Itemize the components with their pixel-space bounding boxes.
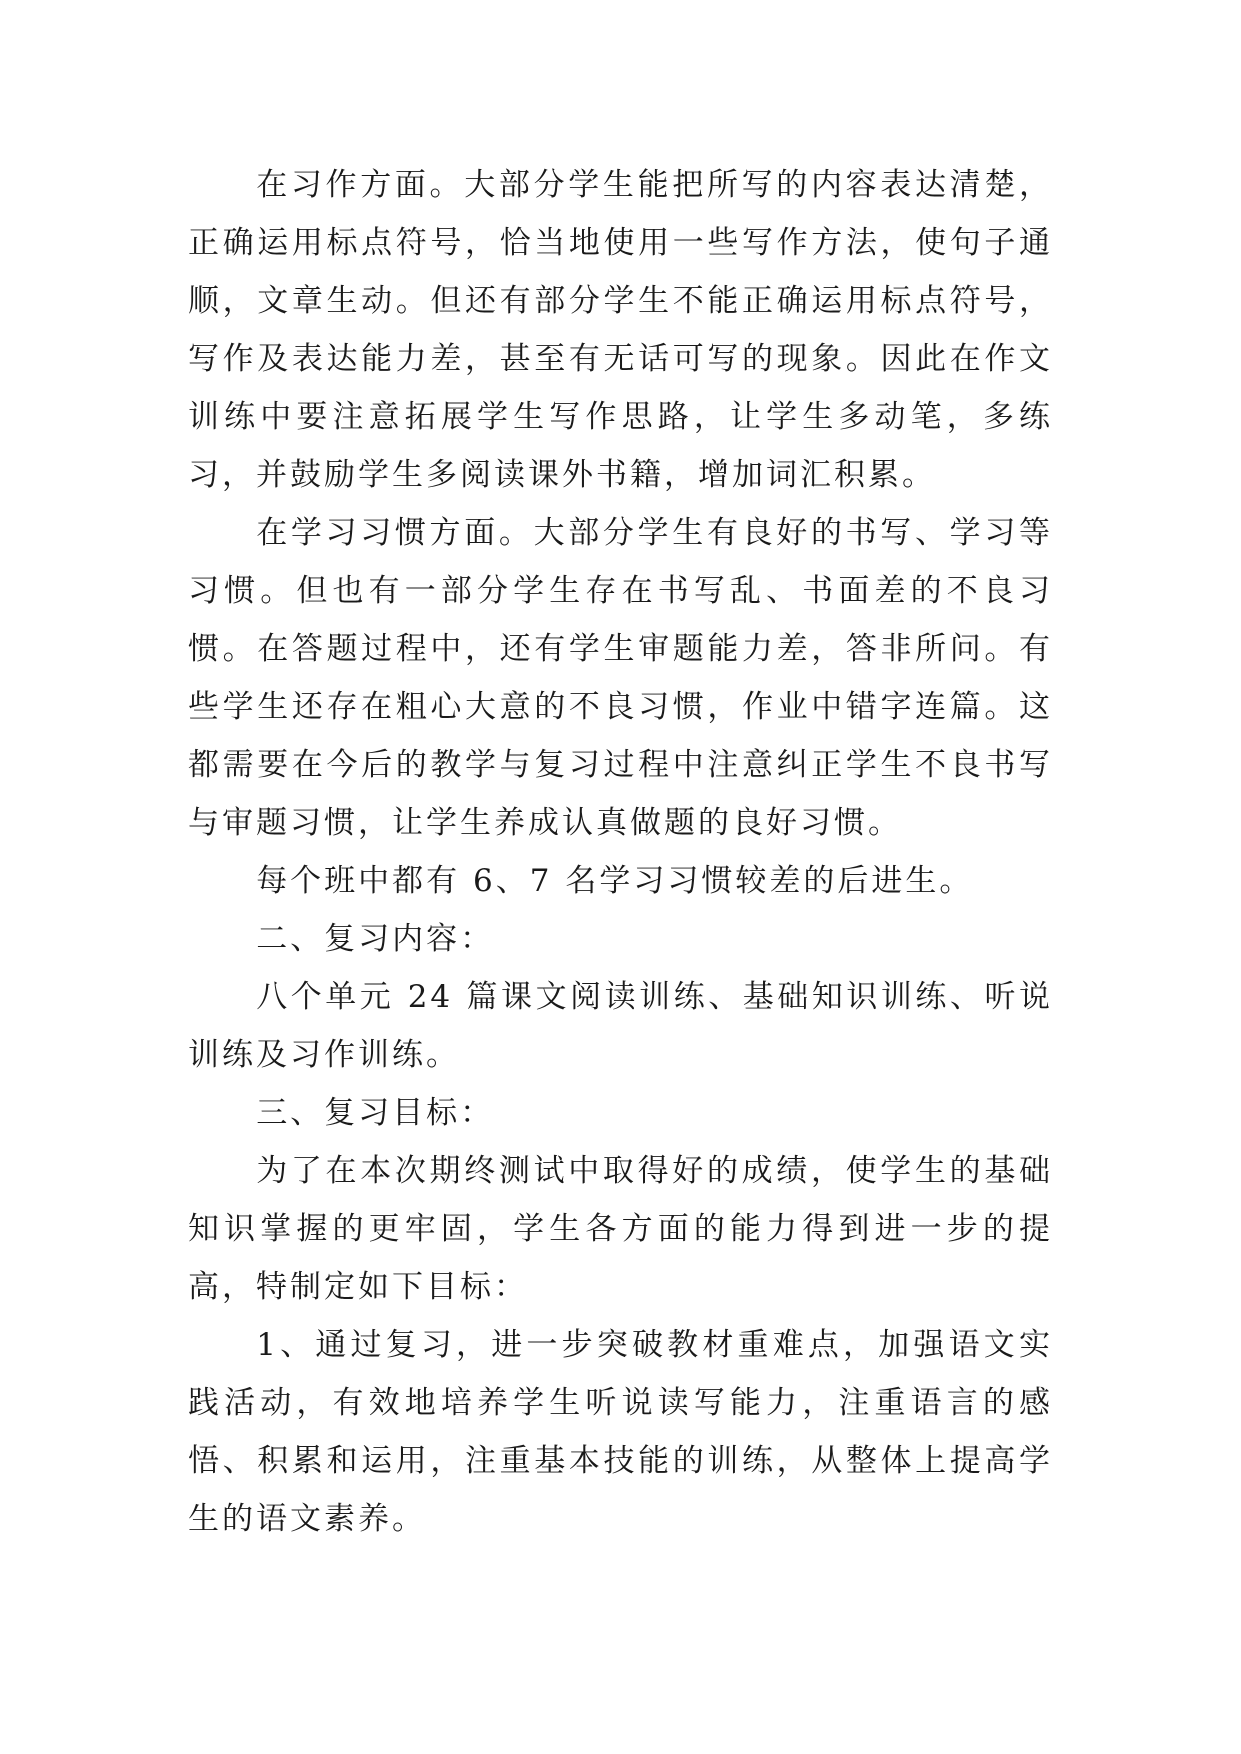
- paragraph-goals-intro: 为了在本次期终测试中取得好的成绩，使学生的基础知识掌握的更牢固，学生各方面的能力得到进一步的提高，特制定如下目标：: [188, 1153, 1053, 1305]
- paragraph-study-habits: 在学习习惯方面。大部分学生有良好的书写、学习等习惯。但也有一部分学生存在书写乱、书面差的不良习惯。在答题过程中，还有学生审题能力差，答非所问。有些学生还存在粗心大意的不良习惯，作业中错字连篇。这都需要在今后的教学与复习过程中注意纠正学生不良书写与审题习惯，让学生养成认真做题的良好习惯。: [188, 515, 1053, 841]
- paragraph-weak-students: 每个班中都有 6、7 名学习习惯较差的后进生。: [256, 863, 974, 899]
- paragraph-writing: 在习作方面。大部分学生能把所写的内容表达清楚，正确运用标点符号，恰当地使用一些写作方法，使句子通顺，文章生动。但还有部分学生不能正确运用标点符号，写作及表达能力差，甚至有无话可写的现象。因此在作文训练中要注意拓展学生写作思路，让学生多动笔，多练习，并鼓励学生多阅读课外书籍，增加词汇积累。: [188, 167, 1053, 493]
- document-body: [188, 156, 1053, 1548]
- paragraph-goal-1: 1、通过复习，进一步突破教材重难点，加强语文实践活动，有效地培养学生听说读写能力，注重语言的感悟、积累和运用，注重基本技能的训练，从整体上提高学生的语文素养。: [188, 1327, 1053, 1537]
- paragraph-review-content: 八个单元 24 篇课文阅读训练、基础知识训练、听说训练及习作训练。: [188, 979, 1053, 1073]
- heading-review-goals: 三、复习目标：: [256, 1095, 495, 1131]
- heading-review-content: 二、复习内容：: [256, 921, 495, 957]
